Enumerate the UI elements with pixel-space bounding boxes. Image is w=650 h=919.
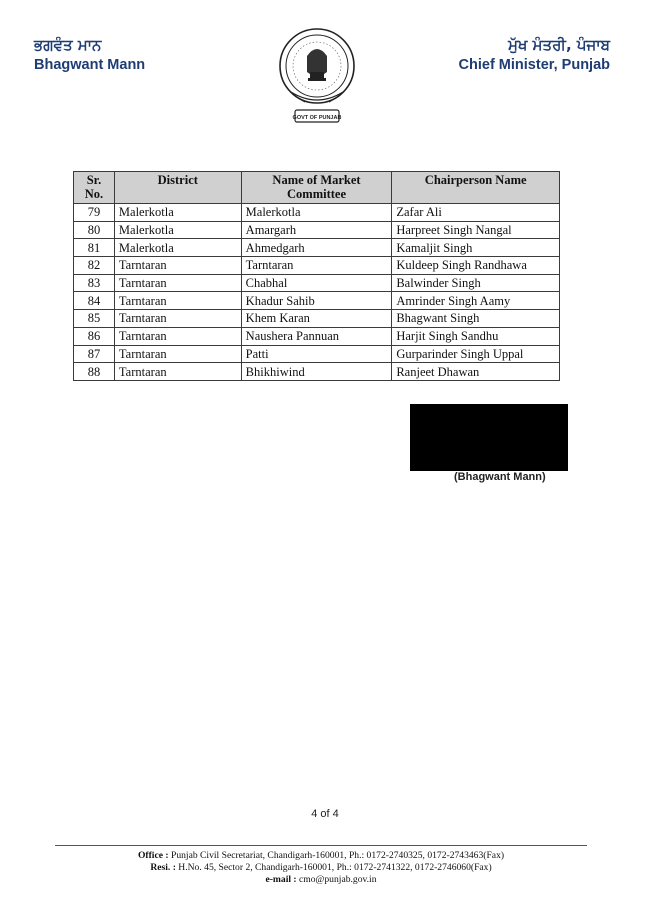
- email-label: e-mail :: [265, 874, 297, 885]
- table-row: [74, 363, 560, 381]
- redacted-signature: [410, 404, 568, 471]
- cell-market-committee: Tarntaran: [241, 257, 392, 275]
- cell-market-committee: Chabhal: [241, 274, 392, 292]
- cell-district: Tarntaran: [114, 327, 241, 345]
- cell-market-committee: Naushera Pannuan: [241, 327, 392, 345]
- cell-district: Tarntaran: [114, 274, 241, 292]
- resi-text: H.No. 45, Sector 2, Chandigarh-160001, Ph.: 0172-2741322, 0172-2746060(Fax): [178, 862, 492, 873]
- cell-chairperson: Gurparinder Singh Uppal: [392, 345, 560, 363]
- cell-district: Malerkotla: [114, 221, 241, 239]
- punjab-emblem-icon: [277, 26, 357, 130]
- header-chairperson: Chairperson Name: [392, 172, 560, 204]
- page-number: 4 of 4: [311, 808, 339, 820]
- cell-sr-no: 85: [74, 310, 115, 328]
- cell-chairperson: Harjit Singh Sandhu: [392, 327, 560, 345]
- cell-market-committee: Ahmedgarh: [241, 239, 392, 257]
- footer: [55, 850, 587, 886]
- email-text[interactable]: cmo@punjab.gov.in: [299, 874, 377, 885]
- cell-market-committee: Bhikhiwind: [241, 363, 392, 381]
- cell-chairperson: Ranjeet Dhawan: [392, 363, 560, 381]
- cell-sr-no: 82: [74, 257, 115, 275]
- cell-market-committee: Patti: [241, 345, 392, 363]
- footer-divider: [55, 845, 587, 846]
- cell-sr-no: 81: [74, 239, 115, 257]
- cell-chairperson: Harpreet Singh Nangal: [392, 221, 560, 239]
- cell-sr-no: 86: [74, 327, 115, 345]
- resi-label: Resi. :: [150, 862, 176, 873]
- table-body: [74, 204, 560, 381]
- cell-market-committee: Malerkotla: [241, 204, 392, 222]
- footer-email-line: [55, 874, 587, 886]
- table-row: [74, 310, 560, 328]
- office-label: Office :: [137, 850, 169, 861]
- cell-market-committee: Khem Karan: [241, 310, 392, 328]
- cell-sr-no: 79: [74, 204, 115, 222]
- header-district: District: [114, 172, 241, 204]
- name-gurmukhi: ਭਗਵੰਤ ਮਾਨ: [34, 36, 102, 54]
- cell-market-committee: Khadur Sahib: [241, 292, 392, 310]
- cell-chairperson: Bhagwant Singh: [392, 310, 560, 328]
- table-row: [74, 274, 560, 292]
- signatory-name: (Bhagwant Mann): [454, 471, 546, 483]
- cell-chairperson: Balwinder Singh: [392, 274, 560, 292]
- market-committee-table: [73, 171, 560, 381]
- office-text: Punjab Civil Secretariat, Chandigarh-160001, Ph.: 0172-2740325, 0172-2743463(Fax): [170, 850, 505, 861]
- cell-sr-no: 83: [74, 274, 115, 292]
- cell-chairperson: Zafar Ali: [392, 204, 560, 222]
- cell-sr-no: 87: [74, 345, 115, 363]
- cell-chairperson: Kuldeep Singh Randhawa: [392, 257, 560, 275]
- table-row: [74, 257, 560, 275]
- cell-chairperson: Kamaljit Singh: [392, 239, 560, 257]
- table-row: [74, 345, 560, 363]
- name-english: Bhagwant Mann: [34, 57, 146, 73]
- cell-district: Tarntaran: [114, 292, 241, 310]
- cell-district: Tarntaran: [114, 363, 241, 381]
- letterhead-left: [34, 36, 145, 74]
- cell-district: Malerkotla: [114, 239, 241, 257]
- table-header-row: [74, 172, 560, 204]
- cell-sr-no: 88: [74, 363, 115, 381]
- cell-district: Malerkotla: [114, 204, 241, 222]
- title-english: Chief Minister, Punjab: [458, 57, 610, 73]
- cell-district: Tarntaran: [114, 310, 241, 328]
- header-market-committee: Name of Market Committee: [241, 172, 392, 204]
- table-row: [74, 292, 560, 310]
- emblem-ribbon-text: GOVT OF PUNJAB: [292, 115, 342, 121]
- footer-resi-line: [55, 862, 587, 874]
- footer-office-line: [55, 850, 587, 862]
- table-row: [74, 327, 560, 345]
- title-gurmukhi: ਮੁੱਖ ਮੰਤਰੀ, ਪੰਜਾਬ: [508, 36, 610, 54]
- header-sr-no: Sr. No.: [74, 172, 115, 204]
- cell-chairperson: Amrinder Singh Aamy: [392, 292, 560, 310]
- letterhead-right: [459, 36, 610, 74]
- cell-sr-no: 84: [74, 292, 115, 310]
- table-row: [74, 239, 560, 257]
- table-row: [74, 221, 560, 239]
- cell-district: Tarntaran: [114, 345, 241, 363]
- cell-district: Tarntaran: [114, 257, 241, 275]
- cell-sr-no: 80: [74, 221, 115, 239]
- table-row: [74, 204, 560, 222]
- cell-market-committee: Amargarh: [241, 221, 392, 239]
